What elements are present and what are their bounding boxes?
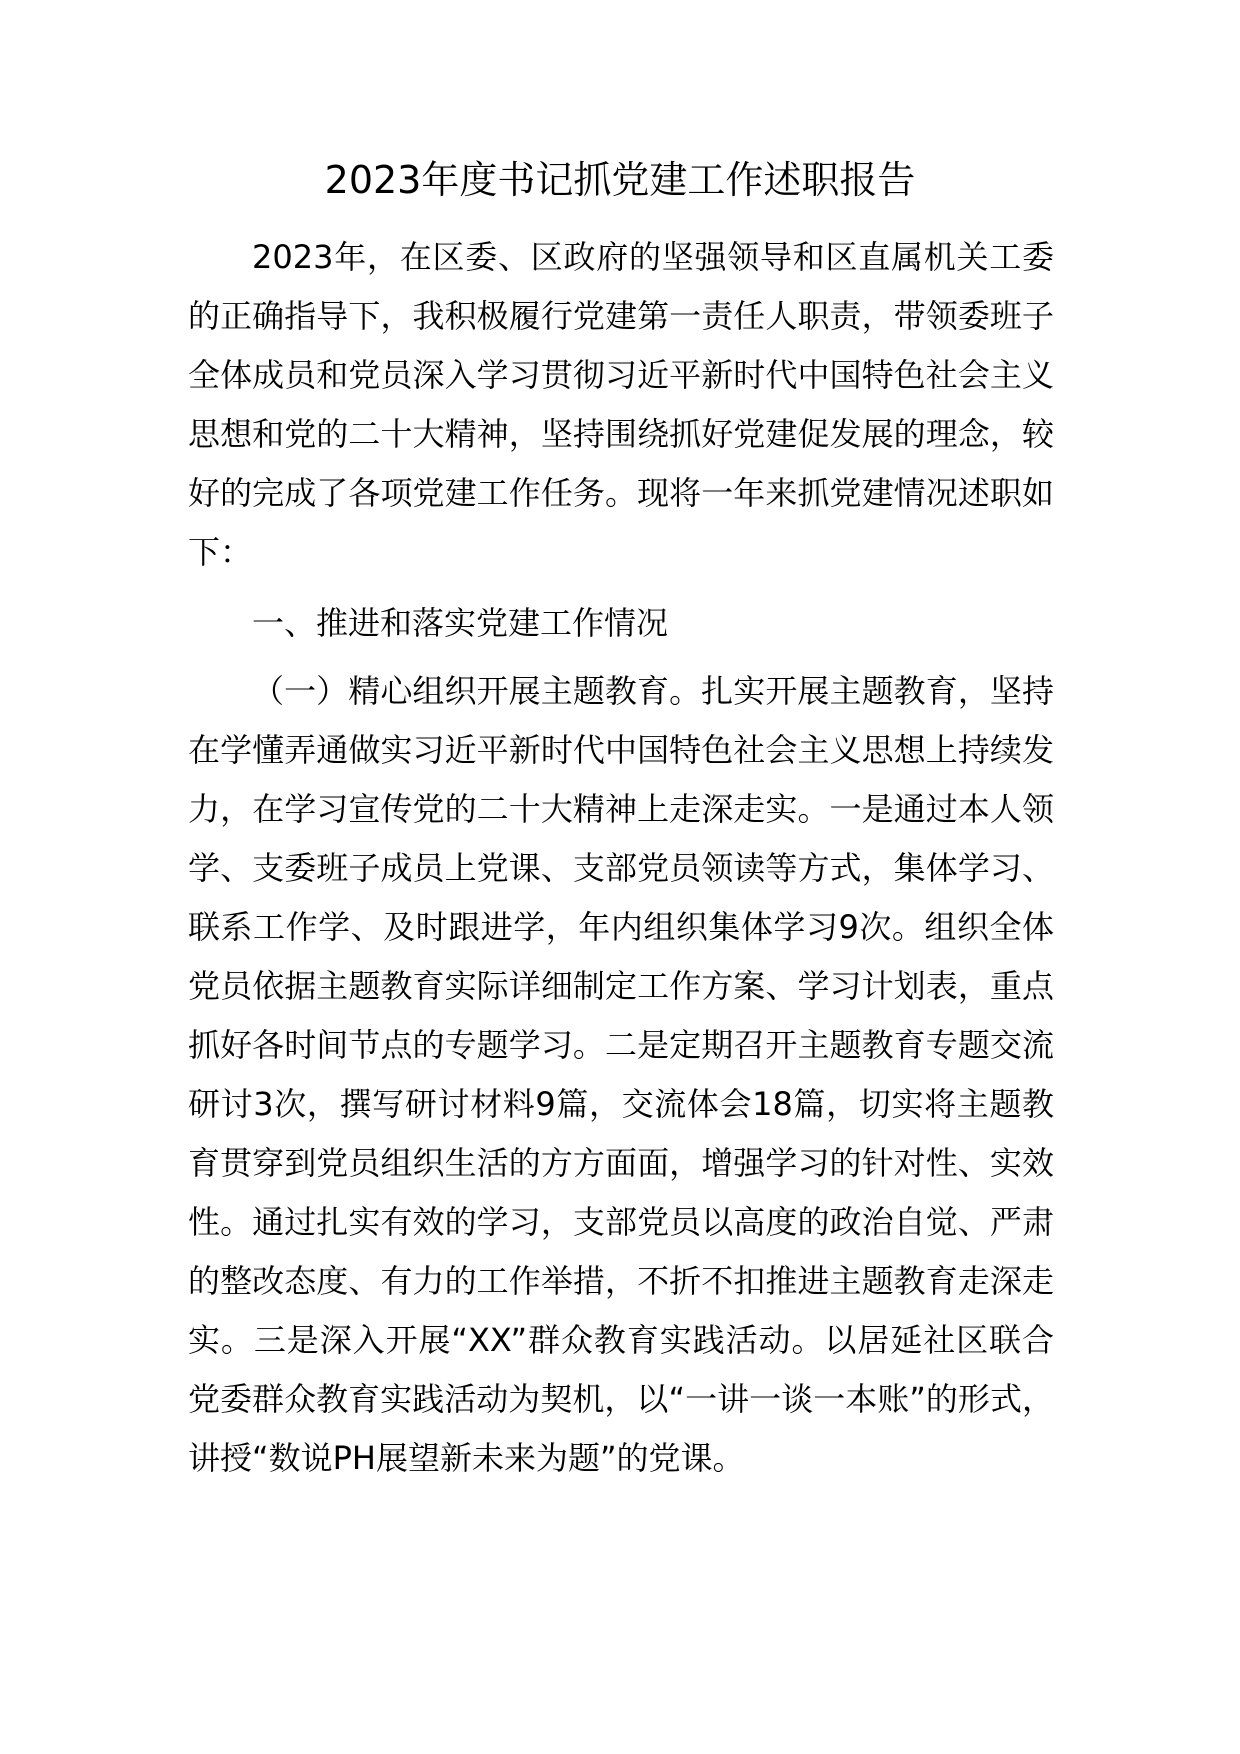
- section-heading: 一、推进和落实党建工作情况: [252, 604, 669, 642]
- section-paragraph: （一）精心组织开展主题教育。扎实开展主题教育，坚持在学懂弄通做实习近平新时代中国特色社会主义思想上持续发力，在学习宣传党的二十大精神上走深走实。一是通过本人领学、支委班子成员上党课、支部党员领读等方式，集体学习、联系工作学、及时跟进学，年内组织集体学习9次。组织全体党员依据主题教育实际详细制定工作方案、学习计划表，重点抓好各时间节点的专题学习。二是定期召开主题教育专题交流研讨3次，撰写研讨材料9篇，交流体会18篇，切实将主题教育贯穿到党员组织生活的方方面面，增强学习的针对性、实效性。通过扎实有效的学习，支部党员以高度的政治自觉、严肃的整改态度、有力的工作举措，不折不扣推进主题教育走深走实。三是深入开展“XX”群众教育实践活动。以居延社区联合党委群众教育实践活动为契机，以“一讲一谈一本账”的形式，讲授“数说PH展望新未来为题”的党课。: [188, 672, 1054, 1477]
- document-title: 2023年度书记抓党建工作述职报告: [324, 158, 916, 202]
- document-body: [188, 228, 1054, 1488]
- intro-paragraph: 2023年，在区委、区政府的坚强领导和区直属机关工委的正确指导下，我积极履行党建第一责任人职责，带领委班子全体成员和党员深入学习贯彻习近平新时代中国特色社会主义思想和党的二十大精神，坚持围绕抓好党建促发展的理念，较好的完成了各项党建工作任务。现将一年来抓党建情况述职如下：: [188, 238, 1054, 571]
